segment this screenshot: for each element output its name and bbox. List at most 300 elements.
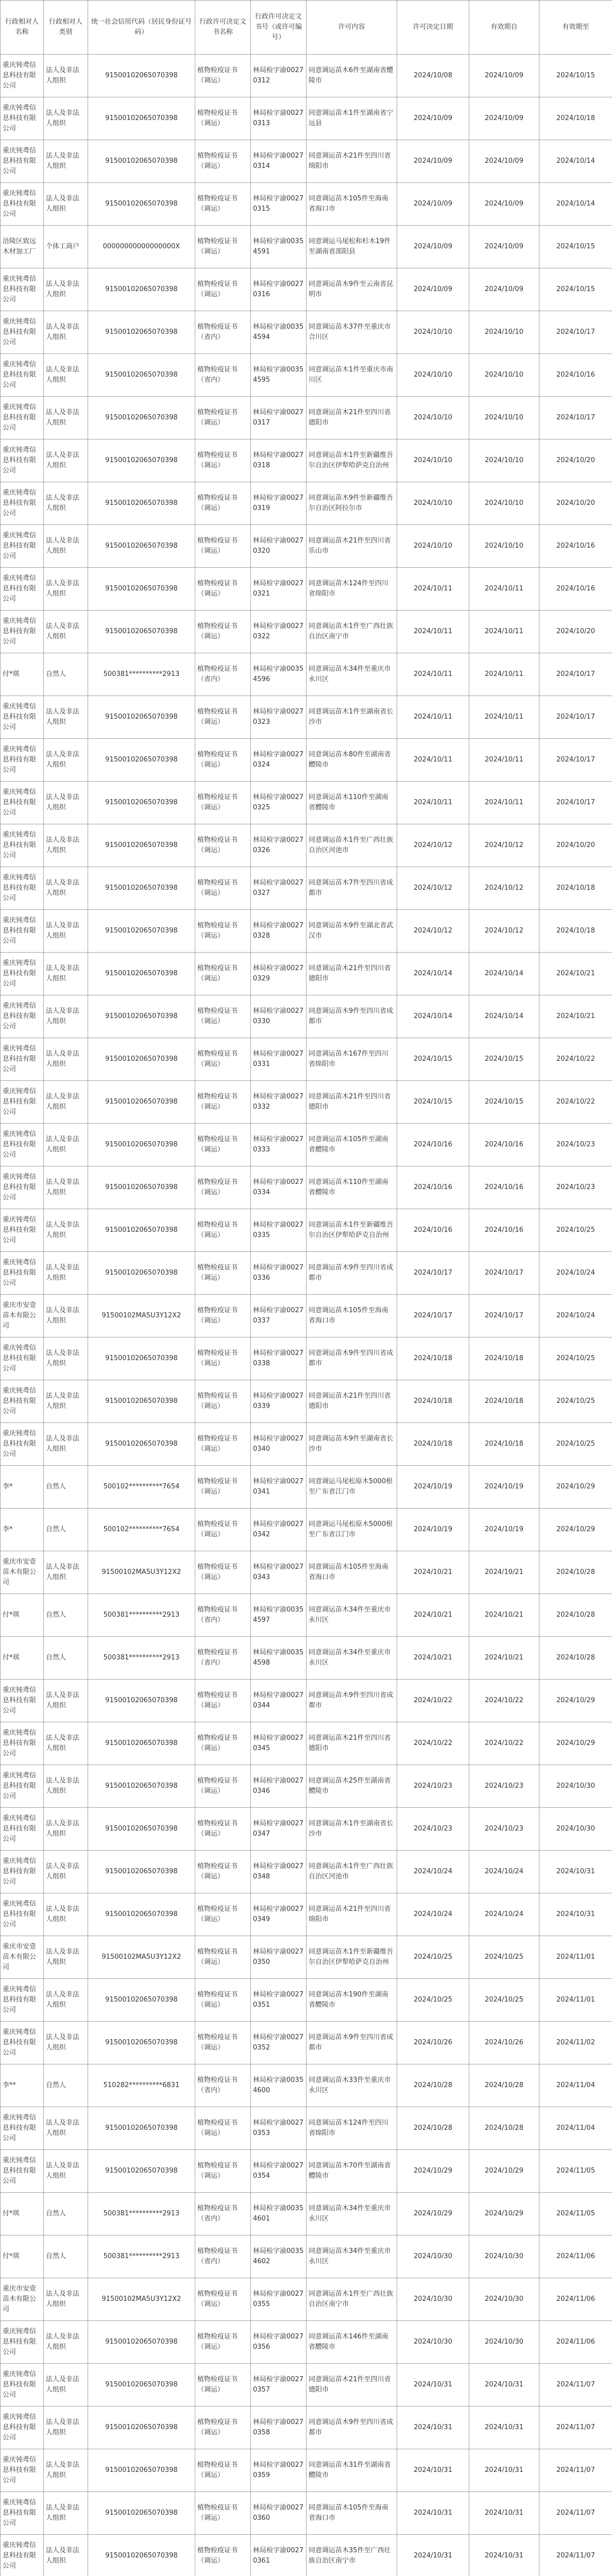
table-row xyxy=(1,55,612,97)
cell-credit-code: 91500102065070398 xyxy=(88,1081,195,1124)
cell-category: 自然人 xyxy=(44,1594,88,1637)
cell-content: 同意调运苗木21件至四川省乐山市 xyxy=(307,525,397,568)
cell-name: 重庆钝鸢信息科技有限公司 xyxy=(1,568,44,611)
cell-valid-from: 2024/10/31 xyxy=(469,2535,539,2576)
cell-valid-to: 2024/10/17 xyxy=(539,653,612,696)
table-row xyxy=(1,2107,612,2150)
table-row xyxy=(1,1295,612,1337)
cell-valid-from: 2024/10/19 xyxy=(469,1509,539,1551)
cell-category: 法人及非法人组织 xyxy=(44,824,88,867)
cell-content: 同意调运苗木34件至重庆市永川区 xyxy=(307,2235,397,2278)
cell-decision-date: 2024/10/09 xyxy=(397,268,469,311)
cell-category: 法人及非法人组织 xyxy=(44,1252,88,1295)
cell-category: 法人及非法人组织 xyxy=(44,782,88,824)
cell-doc-number: 林局检字渝00354597 xyxy=(251,1594,307,1637)
cell-valid-to: 2024/10/31 xyxy=(539,1851,612,1893)
cell-category: 法人及非法人组织 xyxy=(44,1380,88,1423)
cell-decision-date: 2024/10/15 xyxy=(397,1081,469,1124)
cell-content: 同意调运苗木9件至四川省成都市 xyxy=(307,1337,397,1380)
cell-decision-date: 2024/10/10 xyxy=(397,397,469,439)
cell-decision-date: 2024/10/30 xyxy=(397,2278,469,2321)
cell-valid-to: 2024/10/15 xyxy=(539,226,612,268)
cell-doc-number: 林局检字渝00270324 xyxy=(251,739,307,782)
cell-category: 法人及非法人组织 xyxy=(44,1722,88,1765)
cell-decision-date: 2024/10/31 xyxy=(397,2364,469,2406)
cell-name: 重庆钝鸢信息科技有限公司 xyxy=(1,782,44,824)
cell-doc-name: 植物检疫证书（调运） xyxy=(195,2364,251,2406)
table-row xyxy=(1,867,612,910)
cell-valid-from: 2024/10/09 xyxy=(469,268,539,311)
cell-valid-from: 2024/10/31 xyxy=(469,2364,539,2406)
cell-category: 法人及非法人组织 xyxy=(44,953,88,995)
cell-category: 法人及非法人组织 xyxy=(44,268,88,311)
cell-decision-date: 2024/10/10 xyxy=(397,354,469,397)
cell-valid-from: 2024/10/09 xyxy=(469,226,539,268)
cell-name: 重庆钝鸢信息科技有限公司 xyxy=(1,2449,44,2492)
cell-category: 法人及非法人组织 xyxy=(44,1851,88,1893)
cell-valid-to: 2024/11/05 xyxy=(539,2150,612,2193)
table-row xyxy=(1,268,612,311)
cell-category: 法人及非法人组织 xyxy=(44,1337,88,1380)
cell-doc-name: 植物检疫证书（省内） xyxy=(195,2064,251,2107)
cell-credit-code: 500381**********2913 xyxy=(88,1637,195,1680)
cell-content: 同意调运苗木146件至湖南省醴陵市 xyxy=(307,2321,397,2364)
cell-valid-to: 2024/10/25 xyxy=(539,1337,612,1380)
cell-doc-name: 植物检疫证书（调运） xyxy=(195,2406,251,2449)
cell-decision-date: 2024/10/31 xyxy=(397,2535,469,2576)
cell-doc-name: 植物检疫证书（调运） xyxy=(195,1166,251,1209)
cell-valid-from: 2024/10/24 xyxy=(469,1851,539,1893)
cell-doc-number: 林局检字渝00354596 xyxy=(251,653,307,696)
cell-category: 法人及非法人组织 xyxy=(44,1551,88,1594)
cell-decision-date: 2024/10/21 xyxy=(397,1551,469,1594)
cell-valid-to: 2024/10/18 xyxy=(539,910,612,953)
cell-valid-to: 2024/11/07 xyxy=(539,2492,612,2535)
cell-content: 同意调运苗木34件至重庆市永川区 xyxy=(307,1637,397,1680)
cell-name: 重庆钝鸢信息科技有限公司 xyxy=(1,268,44,311)
table-row xyxy=(1,2406,612,2449)
table-row xyxy=(1,739,612,782)
cell-name: 重庆钝鸢信息科技有限公司 xyxy=(1,2321,44,2364)
cell-valid-from: 2024/10/11 xyxy=(469,611,539,653)
cell-credit-code: 91500102065070398 xyxy=(88,1380,195,1423)
cell-valid-to: 2024/11/01 xyxy=(539,1936,612,1979)
cell-doc-name: 植物检疫证书（调运） xyxy=(195,2449,251,2492)
cell-doc-number: 林局检字渝00270350 xyxy=(251,1936,307,1979)
cell-doc-number: 林局检字渝00354591 xyxy=(251,226,307,268)
cell-decision-date: 2024/10/09 xyxy=(397,140,469,183)
cell-credit-code: 91500102065070398 xyxy=(88,2535,195,2576)
cell-name: 重庆市安壹苗木有限公司 xyxy=(1,1936,44,1979)
cell-credit-code: 00000000000000000X xyxy=(88,226,195,268)
cell-credit-code: 91500102065070398 xyxy=(88,867,195,910)
cell-content: 同意调运苗木9件至四川省成都市 xyxy=(307,2022,397,2064)
cell-category: 法人及非法人组织 xyxy=(44,1081,88,1124)
cell-content: 同意调运苗木34件至重庆市永川区 xyxy=(307,653,397,696)
cell-valid-to: 2024/10/28 xyxy=(539,1594,612,1637)
cell-content: 同意调运苗木21件至四川省德阳市 xyxy=(307,953,397,995)
cell-valid-to: 2024/11/04 xyxy=(539,2107,612,2150)
cell-valid-from: 2024/10/10 xyxy=(469,311,539,354)
table-row xyxy=(1,1851,612,1893)
cell-name: 重庆钝鸢信息科技有限公司 xyxy=(1,1423,44,1466)
cell-name: 重庆钝鸢信息科技有限公司 xyxy=(1,995,44,1038)
cell-decision-date: 2024/10/11 xyxy=(397,739,469,782)
table-row xyxy=(1,1209,612,1252)
cell-valid-from: 2024/10/17 xyxy=(469,1295,539,1337)
table-row xyxy=(1,97,612,140)
cell-valid-to: 2024/10/15 xyxy=(539,55,612,97)
cell-decision-date: 2024/10/12 xyxy=(397,910,469,953)
cell-doc-name: 植物检疫证书（调运） xyxy=(195,2535,251,2576)
cell-name: 重庆钝鸢信息科技有限公司 xyxy=(1,55,44,97)
cell-valid-to: 2024/11/07 xyxy=(539,2449,612,2492)
header-cell-decision-date: 许可决定日期 xyxy=(397,1,469,55)
cell-category: 法人及非法人组织 xyxy=(44,2449,88,2492)
cell-valid-from: 2024/10/25 xyxy=(469,1936,539,1979)
cell-credit-code: 500381**********2913 xyxy=(88,653,195,696)
cell-valid-to: 2024/11/01 xyxy=(539,1979,612,2022)
cell-content: 同意调运马尾松原木5000根至广东省江门市 xyxy=(307,1509,397,1551)
cell-content: 同意调运苗木34件至重庆市永川区 xyxy=(307,2193,397,2235)
table-row xyxy=(1,2449,612,2492)
cell-credit-code: 91500102065070398 xyxy=(88,1722,195,1765)
cell-decision-date: 2024/10/23 xyxy=(397,1765,469,1808)
header-cell-content: 许可内容 xyxy=(307,1,397,55)
cell-name: 重庆钝鸢信息科技有限公司 xyxy=(1,2364,44,2406)
cell-valid-from: 2024/10/21 xyxy=(469,1637,539,1680)
cell-decision-date: 2024/10/11 xyxy=(397,696,469,739)
cell-content: 同意调运苗木21件至四川省德阳市 xyxy=(307,2364,397,2406)
table-row xyxy=(1,1252,612,1295)
cell-content: 同意调运苗木9件至四川省成都市 xyxy=(307,995,397,1038)
cell-decision-date: 2024/10/12 xyxy=(397,867,469,910)
cell-valid-from: 2024/10/11 xyxy=(469,696,539,739)
cell-name: 重庆钝鸢信息科技有限公司 xyxy=(1,739,44,782)
table-row xyxy=(1,953,612,995)
table-row xyxy=(1,2022,612,2064)
cell-credit-code: 91500102MA5U3Y12X2 xyxy=(88,2278,195,2321)
cell-name: 重庆钝鸢信息科技有限公司 xyxy=(1,1081,44,1124)
cell-decision-date: 2024/10/30 xyxy=(397,2321,469,2364)
cell-name: 涪陵区致远木材加工厂 xyxy=(1,226,44,268)
cell-doc-number: 林局检字渝00270343 xyxy=(251,1551,307,1594)
cell-doc-name: 植物检疫证书（调运） xyxy=(195,482,251,525)
cell-doc-name: 植物检疫证书（调运） xyxy=(195,1893,251,1936)
cell-doc-number: 林局检字渝00270345 xyxy=(251,1722,307,1765)
cell-doc-name: 植物检疫证书（调运） xyxy=(195,1423,251,1466)
cell-decision-date: 2024/10/21 xyxy=(397,1637,469,1680)
cell-content: 同意调运苗木1件至新疆维吾尔自治区伊犁哈萨克自治州 xyxy=(307,1209,397,1252)
cell-name: 重庆钝鸢信息科技有限公司 xyxy=(1,1979,44,2022)
cell-decision-date: 2024/10/14 xyxy=(397,953,469,995)
cell-valid-from: 2024/10/09 xyxy=(469,183,539,226)
cell-name: 重庆钝鸢信息科技有限公司 xyxy=(1,1380,44,1423)
cell-content: 同意调运苗木9件至四川省成都市 xyxy=(307,1252,397,1295)
cell-doc-name: 植物检疫证书（调运） xyxy=(195,1380,251,1423)
cell-name: 重庆钝鸢信息科技有限公司 xyxy=(1,2107,44,2150)
cell-doc-number: 林局检字渝00270352 xyxy=(251,2022,307,2064)
cell-credit-code: 91500102065070398 xyxy=(88,1893,195,1936)
cell-valid-from: 2024/10/30 xyxy=(469,2278,539,2321)
cell-valid-from: 2024/10/10 xyxy=(469,397,539,439)
cell-content: 同意调运苗木37件至重庆市合川区 xyxy=(307,311,397,354)
cell-decision-date: 2024/10/19 xyxy=(397,1509,469,1551)
cell-credit-code: 500381**********2913 xyxy=(88,2235,195,2278)
cell-doc-number: 林局检字渝00354602 xyxy=(251,2235,307,2278)
cell-valid-to: 2024/10/25 xyxy=(539,1380,612,1423)
cell-doc-number: 林局检字渝00270342 xyxy=(251,1509,307,1551)
cell-doc-number: 林局检字渝00270349 xyxy=(251,1893,307,1936)
cell-valid-from: 2024/10/09 xyxy=(469,97,539,140)
cell-valid-to: 2024/10/30 xyxy=(539,1765,612,1808)
cell-name: 重庆钝鸢信息科技有限公司 xyxy=(1,1337,44,1380)
cell-name: 付*琪 xyxy=(1,1637,44,1680)
table-row xyxy=(1,1551,612,1594)
cell-valid-to: 2024/10/18 xyxy=(539,867,612,910)
cell-valid-from: 2024/10/19 xyxy=(469,1466,539,1509)
cell-decision-date: 2024/10/16 xyxy=(397,1166,469,1209)
cell-decision-date: 2024/10/11 xyxy=(397,611,469,653)
cell-name: 重庆钝鸢信息科技有限公司 xyxy=(1,354,44,397)
cell-decision-date: 2024/10/14 xyxy=(397,995,469,1038)
table-row xyxy=(1,1765,612,1808)
cell-credit-code: 91500102065070398 xyxy=(88,1166,195,1209)
cell-name: 重庆钝鸢信息科技有限公司 xyxy=(1,183,44,226)
cell-name: 李* xyxy=(1,1509,44,1551)
cell-doc-number: 林局检字渝00270338 xyxy=(251,1337,307,1380)
cell-decision-date: 2024/10/29 xyxy=(397,2193,469,2235)
cell-credit-code: 91500102065070398 xyxy=(88,2406,195,2449)
cell-valid-to: 2024/10/30 xyxy=(539,1808,612,1851)
cell-category: 法人及非法人组织 xyxy=(44,2022,88,2064)
cell-doc-number: 林局检字渝00270316 xyxy=(251,268,307,311)
cell-content: 同意调运苗木105件至海南省海口市 xyxy=(307,1295,397,1337)
cell-doc-number: 林局检字渝00270325 xyxy=(251,782,307,824)
cell-valid-to: 2024/10/17 xyxy=(539,739,612,782)
cell-valid-to: 2024/11/06 xyxy=(539,2235,612,2278)
cell-category: 法人及非法人组织 xyxy=(44,696,88,739)
cell-doc-name: 植物检疫证书（调运） xyxy=(195,1337,251,1380)
cell-doc-number: 林局检字渝00354594 xyxy=(251,311,307,354)
cell-valid-from: 2024/10/11 xyxy=(469,739,539,782)
table-row xyxy=(1,140,612,183)
cell-decision-date: 2024/10/11 xyxy=(397,782,469,824)
cell-valid-from: 2024/10/25 xyxy=(469,1979,539,2022)
cell-credit-code: 91500102065070398 xyxy=(88,568,195,611)
cell-content: 同意调运苗木110件至湖南省醴陵市 xyxy=(307,782,397,824)
cell-doc-name: 植物检疫证书（调运） xyxy=(195,1551,251,1594)
cell-content: 同意调运苗木21件至四川省绵阳市 xyxy=(307,1893,397,1936)
cell-valid-to: 2024/11/02 xyxy=(539,2022,612,2064)
cell-content: 同意调运苗木9件至四川省成都市 xyxy=(307,1680,397,1722)
cell-credit-code: 91500102065070398 xyxy=(88,183,195,226)
cell-doc-name: 植物检疫证书（调运） xyxy=(195,2150,251,2193)
cell-valid-from: 2024/10/31 xyxy=(469,2449,539,2492)
cell-credit-code: 91500102065070398 xyxy=(88,2107,195,2150)
cell-doc-name: 植物检疫证书（调运） xyxy=(195,97,251,140)
cell-credit-code: 91500102065070398 xyxy=(88,55,195,97)
cell-category: 自然人 xyxy=(44,2235,88,2278)
cell-valid-to: 2024/10/21 xyxy=(539,953,612,995)
cell-valid-to: 2024/10/18 xyxy=(539,97,612,140)
cell-content: 同意调运苗木21件至四川省绵阳市 xyxy=(307,140,397,183)
cell-doc-number: 林局检字渝00270351 xyxy=(251,1979,307,2022)
table-row xyxy=(1,2321,612,2364)
cell-valid-from: 2024/10/17 xyxy=(469,1252,539,1295)
cell-name: 重庆钝鸢信息科技有限公司 xyxy=(1,140,44,183)
cell-valid-from: 2024/10/14 xyxy=(469,953,539,995)
cell-name: 李* xyxy=(1,1466,44,1509)
cell-valid-from: 2024/10/30 xyxy=(469,2321,539,2364)
table-row xyxy=(1,653,612,696)
cell-content: 同意调运苗木1件至新疆维吾尔自治区伊犁哈萨克自治州 xyxy=(307,439,397,482)
cell-credit-code: 91500102065070398 xyxy=(88,268,195,311)
cell-valid-to: 2024/10/29 xyxy=(539,1509,612,1551)
cell-valid-to: 2024/10/22 xyxy=(539,1038,612,1081)
cell-category: 法人及非法人组织 xyxy=(44,2364,88,2406)
table-row xyxy=(1,1466,612,1509)
cell-credit-code: 91500102065070398 xyxy=(88,1209,195,1252)
cell-valid-to: 2024/10/22 xyxy=(539,1081,612,1124)
cell-doc-name: 植物检疫证书（调运） xyxy=(195,2107,251,2150)
cell-doc-name: 植物检疫证书（省内） xyxy=(195,1594,251,1637)
cell-valid-to: 2024/10/16 xyxy=(539,525,612,568)
cell-name: 重庆钝鸢信息科技有限公司 xyxy=(1,2406,44,2449)
cell-valid-to: 2024/10/16 xyxy=(539,568,612,611)
cell-valid-from: 2024/10/10 xyxy=(469,439,539,482)
cell-valid-from: 2024/10/10 xyxy=(469,525,539,568)
table-row xyxy=(1,995,612,1038)
cell-credit-code: 91500102065070398 xyxy=(88,439,195,482)
cell-content: 同意调运苗木9件至湖北省武汉市 xyxy=(307,910,397,953)
cell-content: 同意调运马尾松和杉木19件至湖南省邵阳县 xyxy=(307,226,397,268)
cell-doc-name: 植物检疫证书（省内） xyxy=(195,2235,251,2278)
cell-doc-number: 林局检字渝00270317 xyxy=(251,397,307,439)
cell-doc-number: 林局检字渝00270353 xyxy=(251,2107,307,2150)
cell-category: 法人及非法人组织 xyxy=(44,97,88,140)
cell-doc-number: 林局检字渝00354601 xyxy=(251,2193,307,2235)
cell-doc-name: 植物检疫证书（调运） xyxy=(195,995,251,1038)
header-cell-valid-to: 有效期至 xyxy=(539,1,612,55)
cell-category: 法人及非法人组织 xyxy=(44,482,88,525)
cell-decision-date: 2024/10/21 xyxy=(397,1594,469,1637)
cell-decision-date: 2024/10/09 xyxy=(397,97,469,140)
cell-decision-date: 2024/10/10 xyxy=(397,439,469,482)
cell-valid-from: 2024/10/18 xyxy=(469,1337,539,1380)
cell-valid-from: 2024/10/09 xyxy=(469,55,539,97)
cell-category: 法人及非法人组织 xyxy=(44,910,88,953)
cell-name: 重庆钝鸢信息科技有限公司 xyxy=(1,1808,44,1851)
cell-category: 法人及非法人组织 xyxy=(44,2406,88,2449)
cell-valid-to: 2024/11/05 xyxy=(539,2193,612,2235)
cell-decision-date: 2024/10/16 xyxy=(397,1209,469,1252)
cell-valid-from: 2024/10/21 xyxy=(469,1594,539,1637)
table-row xyxy=(1,568,612,611)
cell-category: 法人及非法人组织 xyxy=(44,2150,88,2193)
cell-content: 同意调运苗木7件至四川省成都市 xyxy=(307,867,397,910)
cell-category: 法人及非法人组织 xyxy=(44,2278,88,2321)
cell-doc-name: 植物检疫证书（调运） xyxy=(195,867,251,910)
cell-decision-date: 2024/10/31 xyxy=(397,2449,469,2492)
cell-category: 法人及非法人组织 xyxy=(44,1295,88,1337)
cell-content: 同意调运苗木105件至海南省海口市 xyxy=(307,2492,397,2535)
cell-name: 付*琪 xyxy=(1,1594,44,1637)
cell-doc-name: 植物检疫证书（调运） xyxy=(195,824,251,867)
cell-valid-from: 2024/10/22 xyxy=(469,1722,539,1765)
cell-name: 重庆钝鸢信息科技有限公司 xyxy=(1,311,44,354)
table-row xyxy=(1,824,612,867)
cell-doc-number: 林局检字渝00270339 xyxy=(251,1380,307,1423)
cell-decision-date: 2024/10/29 xyxy=(397,2150,469,2193)
cell-doc-name: 植物检疫证书（调运） xyxy=(195,1081,251,1124)
cell-doc-number: 林局检字渝00270359 xyxy=(251,2449,307,2492)
cell-content: 同意调运苗木1件至广西壮族自治区河池市 xyxy=(307,824,397,867)
cell-name: 重庆钝鸢信息科技有限公司 xyxy=(1,696,44,739)
cell-name: 付*琪 xyxy=(1,653,44,696)
cell-doc-number: 林局检字渝00270347 xyxy=(251,1808,307,1851)
cell-credit-code: 91500102065070398 xyxy=(88,2150,195,2193)
cell-decision-date: 2024/10/09 xyxy=(397,183,469,226)
cell-content: 同意调运苗木1件至新疆维吾尔自治区伊犁哈萨克自治州 xyxy=(307,1936,397,1979)
cell-doc-number: 林局检字渝00270328 xyxy=(251,910,307,953)
cell-valid-to: 2024/10/25 xyxy=(539,1423,612,1466)
table-row xyxy=(1,2064,612,2107)
cell-valid-to: 2024/10/17 xyxy=(539,782,612,824)
table-body xyxy=(1,55,612,2576)
cell-content: 同意调运苗木9件至新疆维吾尔自治区阿拉尔市 xyxy=(307,482,397,525)
cell-content: 同意调运苗木9件至湖南省长沙市 xyxy=(307,1423,397,1466)
cell-valid-from: 2024/10/23 xyxy=(469,1808,539,1851)
cell-credit-code: 91500102065070398 xyxy=(88,525,195,568)
table-row xyxy=(1,1509,612,1551)
cell-doc-name: 植物检疫证书（省内） xyxy=(195,311,251,354)
cell-doc-number: 林局检字渝00270354 xyxy=(251,2150,307,2193)
table-row xyxy=(1,439,612,482)
cell-valid-from: 2024/10/10 xyxy=(469,354,539,397)
cell-doc-name: 植物检疫证书（调运） xyxy=(195,611,251,653)
cell-doc-number: 林局检字渝00270312 xyxy=(251,55,307,97)
cell-content: 同意调运苗木70件至湖南省醴陵市 xyxy=(307,2150,397,2193)
table-row xyxy=(1,611,612,653)
cell-doc-number: 林局检字渝00270344 xyxy=(251,1680,307,1722)
table-row xyxy=(1,482,612,525)
table-row xyxy=(1,1637,612,1680)
cell-doc-name: 植物检疫证书（调运） xyxy=(195,1680,251,1722)
cell-valid-to: 2024/10/14 xyxy=(539,183,612,226)
cell-content: 同意调运苗木1件至广西壮族自治区河池市 xyxy=(307,1851,397,1893)
table-row xyxy=(1,910,612,953)
cell-credit-code: 91500102065070398 xyxy=(88,611,195,653)
cell-category: 法人及非法人组织 xyxy=(44,568,88,611)
cell-name: 重庆钝鸢信息科技有限公司 xyxy=(1,1252,44,1295)
table-row xyxy=(1,354,612,397)
cell-valid-from: 2024/10/09 xyxy=(469,140,539,183)
table-row xyxy=(1,397,612,439)
cell-doc-number: 林局检字渝00270337 xyxy=(251,1295,307,1337)
cell-credit-code: 500102**********7654 xyxy=(88,1509,195,1551)
cell-decision-date: 2024/10/17 xyxy=(397,1295,469,1337)
table-row xyxy=(1,2193,612,2235)
cell-doc-name: 植物检疫证书（调运） xyxy=(195,1765,251,1808)
cell-decision-date: 2024/10/28 xyxy=(397,2064,469,2107)
cell-credit-code: 91500102065070398 xyxy=(88,696,195,739)
cell-valid-from: 2024/10/18 xyxy=(469,1423,539,1466)
cell-valid-to: 2024/10/14 xyxy=(539,140,612,183)
cell-doc-number: 林局检字渝00270356 xyxy=(251,2321,307,2364)
cell-doc-number: 林局检字渝00270326 xyxy=(251,824,307,867)
cell-name: 重庆钝鸢信息科技有限公司 xyxy=(1,2150,44,2193)
